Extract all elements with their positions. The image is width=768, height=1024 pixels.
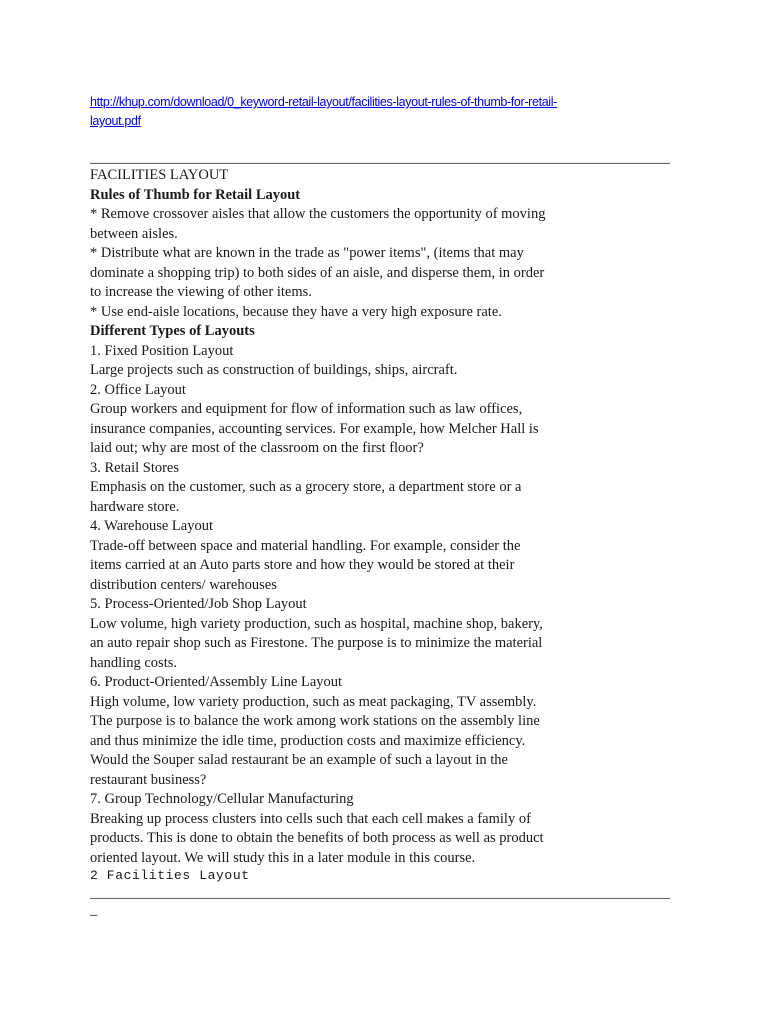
rules-line: * Distribute what are known in the trade as "power items", (items that may [90, 245, 524, 261]
types-list [90, 342, 690, 869]
types-line: Would the Souper salad restaurant be an example of such a layout in the [90, 752, 508, 768]
types-line: Trade-off between space and material handling. For example, consider the [90, 537, 521, 554]
trailing-underscore: _ [90, 902, 98, 918]
types-line: oriented layout. We will study this in a later module in this course. [90, 849, 476, 866]
types-line: insurance companies, accounting services. For example, how Melcher Hall is [90, 420, 539, 437]
section-heading-rules: Rules of Thumb for Retail Layout [90, 186, 301, 203]
types-line: an auto repair shop such as Firestone. The purpose is to minimize the material [90, 635, 543, 651]
types-line: High volume, low variety production, such as meat packaging, TV assembly. [90, 693, 537, 710]
section-heading-types: Different Types of Layouts [90, 323, 255, 339]
types-line: hardware store. [90, 498, 180, 515]
types-line: 2. Office Layout [90, 381, 186, 398]
types-line: Breaking up process clusters into cells such that each cell makes a family of [90, 810, 531, 827]
types-line: 4. Warehouse Layout [90, 518, 213, 534]
rules-line: * Use end-aisle locations, because they have a very high exposure rate. [90, 303, 502, 320]
rules-list [90, 205, 690, 322]
rules-line: dominate a shopping trip) to both sides of an aisle, and disperse them, in order [90, 264, 545, 281]
document-heading: FACILITIES LAYOUT [90, 167, 229, 183]
types-line: Large projects such as construction of buildings, ships, aircraft. [90, 362, 458, 378]
types-line: The purpose is to balance the work among work stations on the assembly line [90, 713, 540, 729]
types-line: 7. Group Technology/Cellular Manufacturing [90, 791, 354, 807]
bottom-divider: ________________________________________________________________________________ [90, 885, 670, 901]
types-line: laid out; why are most of the classroom on the first floor? [90, 440, 424, 456]
types-line: restaurant business? [90, 771, 207, 788]
source-link[interactable] [90, 93, 635, 131]
document-page [90, 93, 690, 919]
types-line: 5. Process-Oriented/Job Shop Layout [90, 596, 307, 612]
top-divider: ________________________________________________________________________________ [90, 150, 670, 166]
types-line: handling costs. [90, 654, 177, 671]
types-line: 6. Product-Oriented/Assembly Line Layout [90, 674, 343, 690]
types-line: 1. Fixed Position Layout [90, 342, 234, 359]
types-line: Group workers and equipment for flow of information such as law offices, [90, 401, 523, 417]
source-link-line-1[interactable]: http://khup.com/download/0_keyword-retail-layout/facilities-layout-rules-of-thumb-for-retail- [90, 95, 557, 109]
rules-line: * Remove crossover aisles that allow the customers the opportunity of moving [90, 206, 546, 222]
types-line: products. This is done to obtain the benefits of both process as well as product [90, 830, 544, 846]
source-link-line-2[interactable]: layout.pdf [90, 114, 141, 128]
rules-line: between aisles. [90, 225, 178, 242]
types-line: Low volume, high variety production, such as hospital, machine shop, bakery, [90, 615, 543, 632]
rules-line: to increase the viewing of other items. [90, 284, 312, 300]
types-line: 3. Retail Stores [90, 459, 180, 476]
types-line: and thus minimize the idle time, production costs and maximize efficiency. [90, 732, 526, 749]
types-line: Emphasis on the customer, such as a grocery store, a department store or a [90, 479, 522, 495]
types-line: items carried at an Auto parts store and how they would be stored at their [90, 557, 515, 573]
types-line: distribution centers/ warehouses [90, 576, 277, 593]
page-footer-label: 2 Facilities Layout [90, 868, 250, 883]
